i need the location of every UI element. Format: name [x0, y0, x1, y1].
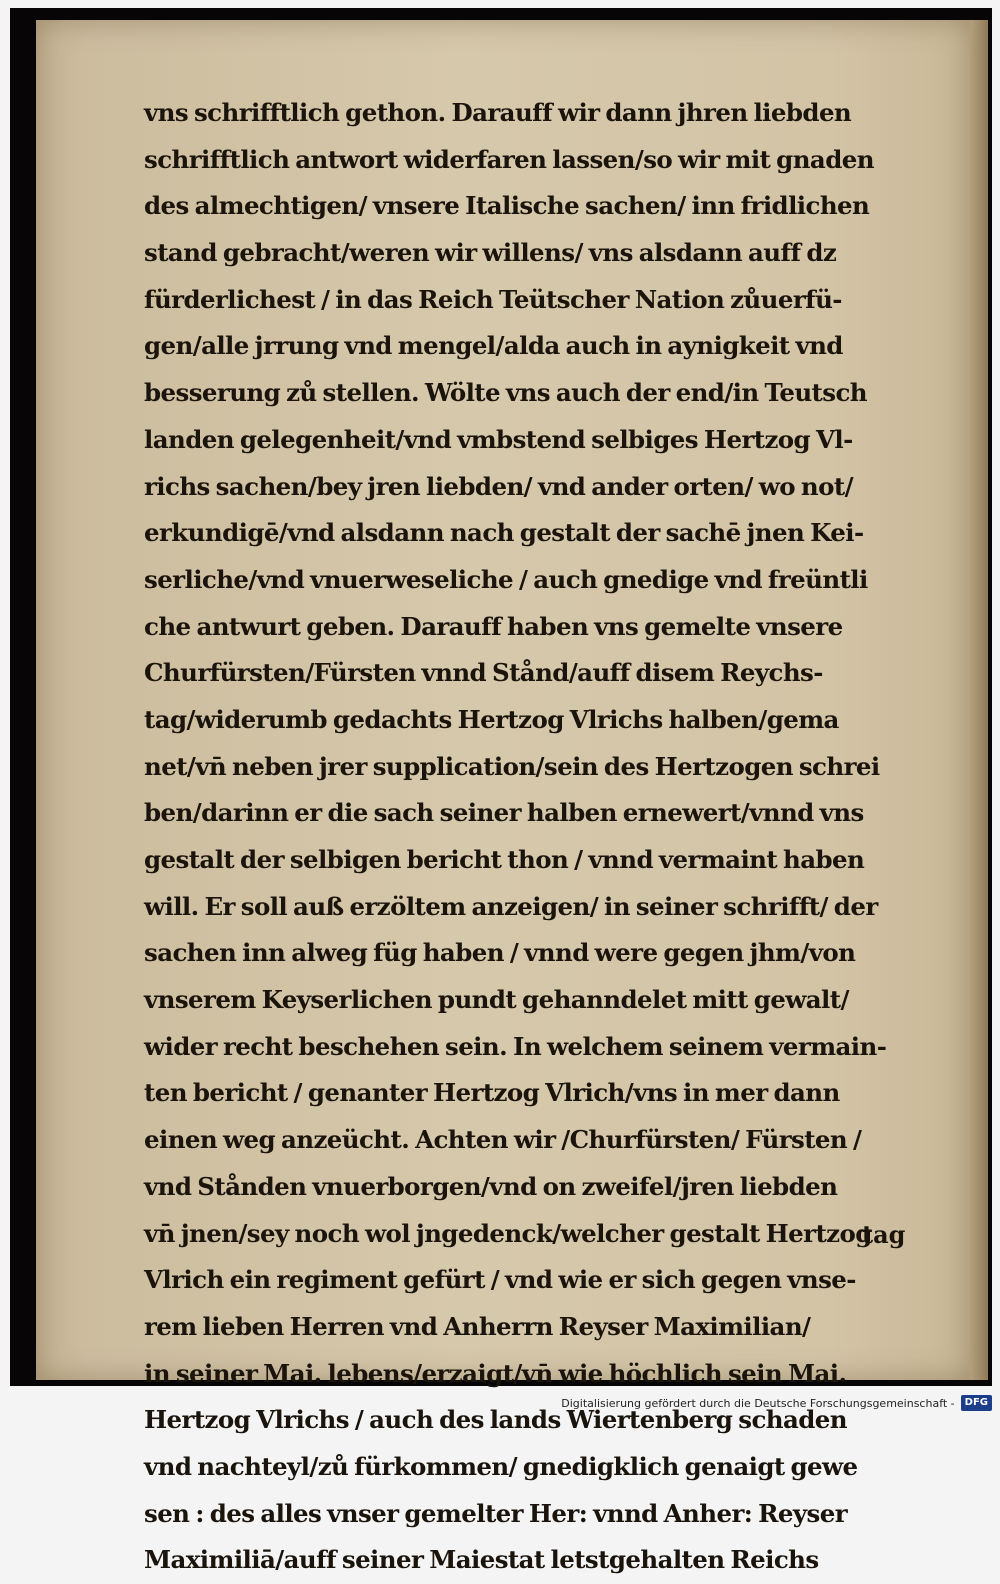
text-line: ben/darinn er die sach seiner halben ernewert/vnnd vns	[144, 798, 864, 828]
footer-credit: Digitalisierung gefördert durch die Deutsche Forschungsgemeinschaft -	[561, 1396, 955, 1410]
text-line: sachen inn alweg füg haben / vnnd were gegen jhm/von	[144, 938, 856, 968]
text-line: vnd Stånden vnuerborgen/vnd on zweifel/jren liebden	[144, 1171, 838, 1201]
page-text	[144, 90, 934, 1584]
text-line: fürderlichest / in das Reich Teütscher Nation zůuerfü-	[144, 284, 842, 314]
text-line: einen weg anzeücht. Achten wir /Churfürsten/ Fürsten /	[144, 1125, 862, 1155]
text-line: des almechtigen/ vnsere Italische sachen/ inn fridlichen	[144, 191, 870, 221]
text-line: vns schrifftlich gethon. Darauff wir dann jhren liebden	[144, 98, 852, 127]
text-line: net/vn̄ neben jrer supplication/sein des Hertzogen schrei	[144, 751, 880, 781]
text-line: Maximiliā/auff seiner Maiestat letstgehalten Reichs	[144, 1545, 819, 1575]
text-line: Vlrich ein regiment gefürt / vnd wie er sich gegen vnse-	[144, 1265, 856, 1295]
text-line: erkundigē/vnd alsdann nach gestalt der sachē jnen Kei-	[144, 518, 864, 548]
text-line: besserung zů stellen. Wölte vns auch der end/in Teutsch	[144, 378, 867, 408]
text-line: richs sachen/bey jren liebden/ vnd ander orten/ wo not/	[144, 471, 853, 501]
text-line: will. Er soll auß erzöltem anzeigen/ in seiner schrifft/ der	[144, 891, 878, 921]
text-line: vnd nachteyl/zů fürkommen/ gnedigklich genaigt gewe	[144, 1451, 858, 1481]
text-line: ten bericht / genanter Hertzog Vlrich/vns in mer dann	[144, 1078, 840, 1108]
dfg-logo-icon: DFG	[961, 1395, 992, 1411]
text-line: vnserem Keyserlichen pundt gehanndelet mitt gewalt/	[144, 985, 849, 1015]
text-line: Hertzog Vlrichs / auch des lands Wiertenberg schaden	[144, 1405, 847, 1435]
page-edge	[970, 20, 988, 1380]
text-line: che antwurt geben. Darauff haben vns gemelte vnsere	[144, 611, 843, 641]
text-line: gestalt der selbigen bericht thon / vnnd vermaint haben	[144, 845, 865, 874]
text-line: sen : des alles vnser gemelter Her: vnnd Anher: Reyser	[144, 1498, 847, 1528]
text-line: wider recht beschehen sein. In welchem seinem vermain-	[144, 1031, 887, 1061]
text-line: in seiner Mai. lebens/erzaigt/vn̄ wie höchlich sein Mai.	[144, 1358, 847, 1388]
text-line: schrifftlich antwort widerfaren lassen/so wir mit gnaden	[144, 144, 874, 174]
text-line: rem lieben Herren vnd Anherrn Reyser Maximilian/	[144, 1311, 811, 1341]
text-line: stand gebracht/weren wir willens/ vns alsdann auff dz	[144, 238, 837, 268]
text-line: serliche/vnd vnuerweseliche / auch gnedige vnd freüntli	[144, 564, 868, 594]
text-line: tag/widerumb gedachts Hertzog Vlrichs halben/gema	[144, 704, 839, 734]
text-line: Churfürsten/Fürsten vnnd Stånd/auff disem Reychs-	[144, 658, 823, 688]
text-line: gen/alle jrrung vnd mengel/alda auch in aynigkeit vnd	[144, 331, 843, 361]
catchword: tag	[862, 1220, 906, 1249]
text-line: vn̄ jnen/sey noch wol jngedenck/welcher gestalt Hertzog	[144, 1218, 872, 1248]
footer	[561, 1394, 992, 1412]
text-line: landen gelegenheit/vnd vmbstend selbiges Hertzog Vl-	[144, 424, 853, 454]
